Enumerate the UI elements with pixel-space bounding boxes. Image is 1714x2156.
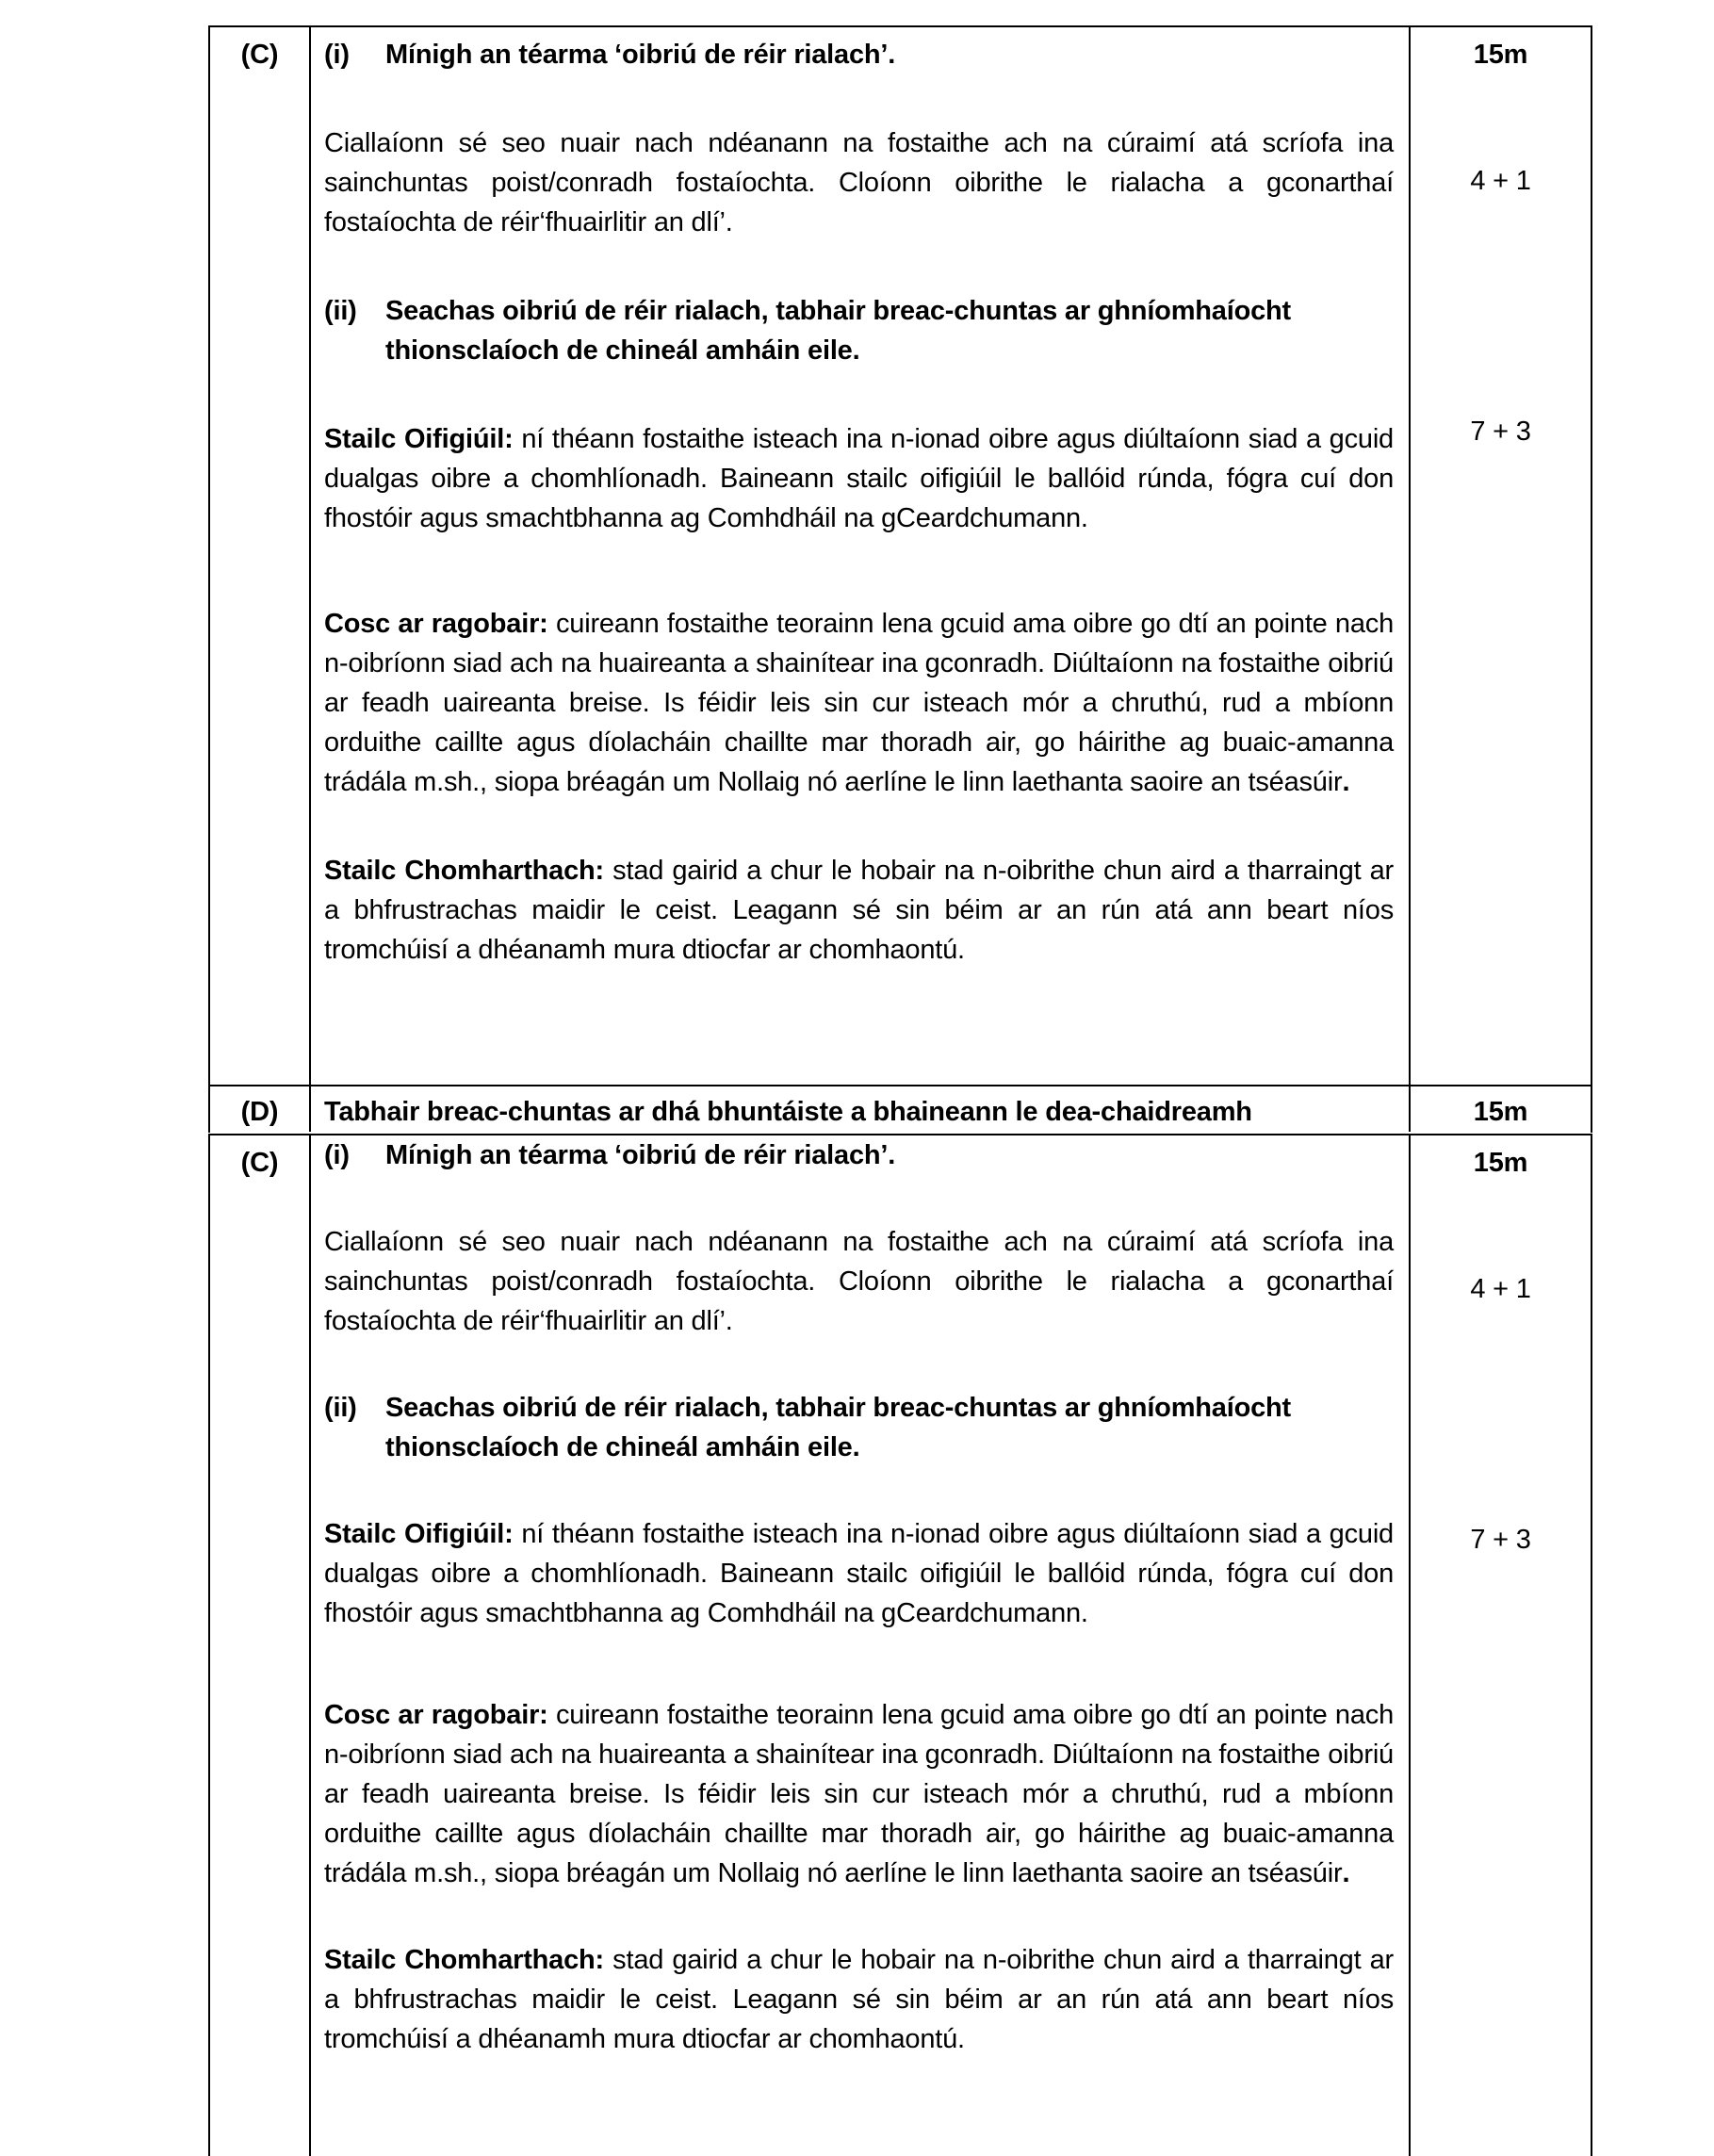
official-strike-body: ní théann fostaithe isteach ina n-ionad oibre agus diúltaíonn siad a gcuid dualgas oibre a chomhlíonadh. Baineann stailc oifigiúil le ballóid rúnda, fógra cuí don fhostóir agus smachtbhanna ag Comhdháil na gCeardchumann. (324, 424, 1394, 533)
overtime-ban-term: Cosc ar ragobair: (324, 609, 548, 639)
overtime-ban-term: Cosc ar ragobair: (324, 1700, 548, 1730)
official-strike-body: ní théann fostaithe isteach ina n-ionad oibre agus diúltaíonn siad a gcuid dualgas oibre a chomhlíonadh. Baineann stailc oifigiúil le ballóid rúnda, fógra cuí don fhostóir agus smachtbhanna ag Comhdháil na gCeardchumann. (324, 1519, 1394, 1628)
official-strike-term: Stailc Oifigiúil: (324, 424, 514, 454)
question-d-text-cell (311, 1086, 1411, 1132)
part-d-label: (D) (240, 1097, 279, 1127)
answer-i-paragraph: Ciallaíonn sé seo nuair nach ndéanann na fostaithe ach na cúraimí atá scríofa ina sainchuntas poist/conradh fostaíochta. Cloíonn oibrithe le rialacha a gconarthaí fostaíochta de réir‘fhuairlitir an dlí’. (324, 128, 1394, 237)
question-i-text: Mínigh an téarma ‘oibriú de réir rialach’. (385, 40, 896, 70)
official-strike-paragraph (324, 1514, 1394, 1633)
overtime-ban-paragraph (324, 1695, 1394, 1893)
question-ii-text: Seachas oibriú de réir rialach, tabhair breac-chuntas ar ghníomhaíocht thionsclaíoch de chineál amháin eile. (385, 296, 1291, 366)
question-part-label (210, 27, 311, 1085)
question-i-number: (i) (324, 40, 350, 70)
token-strike-term: Stailc Chomharthach: (324, 1945, 605, 1975)
question-part-label (210, 1135, 311, 2156)
marking-scheme-table-bottom (208, 1134, 1592, 2156)
part-ii-marks: 7 + 3 (1470, 1525, 1531, 1555)
question-ii-number: (ii) (324, 296, 357, 326)
question-ii-text: Seachas oibriú de réir rialach, tabhair breac-chuntas ar ghníomhaíocht thionsclaíoch de chineál amháin eile. (385, 1393, 1291, 1462)
question-ii-heading (324, 1388, 1394, 1467)
overtime-ban-body: cuireann fostaithe teorainn lena gcuid ama oibre go dtí an pointe nach n-oibríonn siad ach na huaireanta a shainítear ina gconradh. Diúltaíonn na fostaithe oibriú ar feadh uaireanta breise. Is féidir leis sin cur isteach mór a chruthú, rud a mbíonn orduithe caillte agus díolacháin chaillte mar thoradh air, go háirithe ag buaic-amanna trádála m.sh., siopa bréagán um Nollaig nó aerlíne le linn laethanta saoire an tséasúir (324, 1700, 1395, 1888)
answer-text-cell (311, 1135, 1411, 2156)
marking-scheme-table-top (208, 25, 1592, 1133)
official-strike-term: Stailc Oifigiúil: (324, 1519, 514, 1549)
question-i-heading (324, 35, 1394, 74)
answer-i-paragraph: Ciallaíonn sé seo nuair nach ndéanann na fostaithe ach na cúraimí atá scríofa ina sainchuntas poist/conradh fostaíochta. Cloíonn oibrithe le rialacha a gconarthaí fostaíochta de réir‘fhuairlitir an dlí’. (324, 1227, 1394, 1336)
total-marks: 15m (1473, 1148, 1528, 1178)
question-i-heading (324, 1135, 1394, 1175)
part-i-marks: 4 + 1 (1470, 1274, 1531, 1304)
overtime-ban-period: . (1342, 767, 1350, 797)
token-strike-body: stad gairid a chur le hobair na n-oibrithe chun aird a tharraingt ar a bhfrustrachas maidir le ceist. Leagann sé sin béim ar an rún atá ann beart níos tromchúisí a dhéanamh mura dtiocfar ar chomhaontú. (324, 1945, 1394, 2054)
answer-text-cell (311, 27, 1411, 1085)
table-row (210, 1135, 1591, 2156)
question-ii-number: (ii) (324, 1393, 357, 1423)
table-row-next (210, 1086, 1591, 1132)
token-strike-paragraph (324, 851, 1394, 970)
question-ii-heading (324, 291, 1394, 370)
question-d-text: Tabhair breac-chuntas ar dhá bhuntáiste a bhaineann le dea-chaidreamh (324, 1097, 1252, 1127)
table-row (210, 27, 1591, 1086)
marks-cell (1411, 27, 1591, 1085)
official-strike-paragraph (324, 419, 1394, 538)
question-i-text: Mínigh an téarma ‘oibriú de réir rialach’. (385, 1140, 896, 1170)
part-c-label: (C) (240, 40, 279, 70)
total-marks: 15m (1473, 40, 1528, 70)
overtime-ban-paragraph (324, 604, 1394, 802)
question-part-d-label (210, 1086, 311, 1132)
question-i-number: (i) (324, 1140, 350, 1170)
overtime-ban-body: cuireann fostaithe teorainn lena gcuid ama oibre go dtí an pointe nach n-oibríonn siad ach na huaireanta a shainítear ina gconradh. Diúltaíonn na fostaithe oibriú ar feadh uaireanta breise. Is féidir leis sin cur isteach mór a chruthú, rud a mbíonn orduithe caillte agus díolacháin chaillte mar thoradh air, go háirithe ag buaic-amanna trádála m.sh., siopa bréagán um Nollaig nó aerlíne le linn laethanta saoire an tséasúir (324, 609, 1395, 797)
part-ii-marks: 7 + 3 (1470, 416, 1531, 447)
token-strike-body: stad gairid a chur le hobair na n-oibrithe chun aird a tharraingt ar a bhfrustrachas maidir le ceist. Leagann sé sin béim ar an rún atá ann beart níos tromchúisí a dhéanamh mura dtiocfar ar chomhaontú. (324, 856, 1394, 965)
overtime-ban-period: . (1342, 1858, 1350, 1888)
question-d-marks: 15m (1473, 1097, 1528, 1127)
part-i-marks: 4 + 1 (1470, 166, 1531, 196)
marks-cell (1411, 1135, 1591, 2156)
token-strike-term: Stailc Chomharthach: (324, 856, 605, 886)
token-strike-paragraph (324, 1940, 1394, 2059)
part-c-label: (C) (240, 1148, 279, 1178)
question-d-marks-cell (1411, 1086, 1591, 1132)
